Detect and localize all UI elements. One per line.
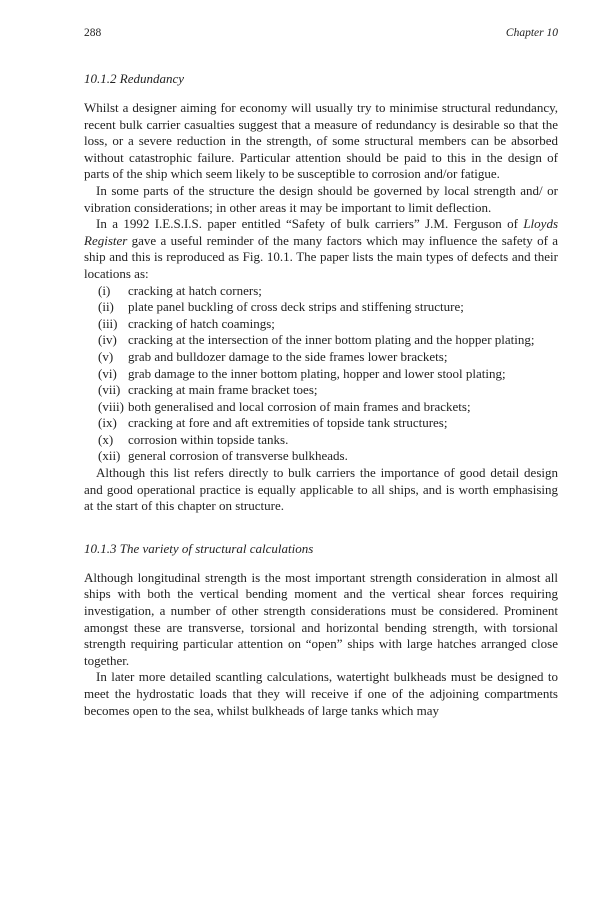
list-item	[84, 366, 558, 383]
list-text: cracking at fore and aft extremities of topside tank structures;	[128, 415, 448, 431]
list-item	[84, 432, 558, 449]
list-text: plate panel buckling of cross deck strips and stiffening structure;	[128, 299, 464, 315]
list-label: (v)	[98, 348, 114, 364]
paragraph-text: In a 1992 I.E.S.I.S. paper entitled “Safety of bulk carriers” J.M. Ferguson of	[96, 216, 524, 232]
paragraph: Whilst a designer aiming for economy will usually try to minimise structural redundancy, recent bulk carrier casualties suggest that a measure of redundancy is desirable so that the loss, or a severe reduction in the strength, of some structural members can be absorbed without catastrophic failure. Particular attention should be paid to this in the design of parts of the ship which seem likely to be susceptible to corrosion and/or fatigue.	[84, 100, 558, 182]
list-item	[84, 448, 558, 465]
list-item	[84, 316, 558, 333]
list-label: (ix)	[98, 415, 117, 431]
paragraph: Although longitudinal strength is the most important strength consideration in almost all ships with both the vertical bending moment and the vertical shear forces requiring investigation, a number of other strength considerations must be considered. Prominent amongst these are transverse, torsional and horizontal bending strength, with torsional strength requiring particular attention on “open” ships with large hatches arranged close together.	[84, 569, 558, 668]
list-text: cracking at the intersection of the inner bottom plating and the hopper plating;	[128, 332, 535, 348]
section-heading-structural-calculations: 10.1.3 The variety of structural calculations	[84, 540, 314, 556]
list-text: cracking of hatch coamings;	[128, 315, 275, 331]
list-label: (i)	[98, 282, 111, 298]
list-item	[84, 299, 558, 316]
list-item	[84, 382, 558, 399]
list-item	[84, 415, 558, 432]
list-label: (iv)	[98, 332, 117, 348]
list-text: cracking at main frame bracket toes;	[128, 382, 318, 398]
list-text: corrosion within topside tanks.	[128, 431, 289, 447]
list-label: (viii)	[98, 398, 124, 414]
list-label: (vii)	[98, 382, 121, 398]
paragraph: In some parts of the structure the design should be governed by local strength and/ or vibration considerations; in other areas it may be important to limit deflection.	[84, 182, 558, 215]
section-heading-redundancy: 10.1.2 Redundancy	[84, 71, 185, 86]
list-label: (iii)	[98, 315, 118, 331]
paragraph: In later more detailed scantling calculations, watertight bulkheads must be designed to meet the hydrostatic loads that they will receive if one of the adjoining compartments becomes open to the sea, whilst bulkheads of large tanks which may	[84, 669, 558, 718]
list-label: (xii)	[98, 448, 121, 464]
chapter-title: Chapter 10	[505, 27, 558, 39]
list-label: (x)	[98, 431, 114, 447]
list-item	[84, 332, 558, 349]
list-text: grab damage to the inner bottom plating, hopper and lower stool plating;	[128, 365, 506, 381]
list-item	[84, 399, 558, 416]
publication-name: Lloyds Register	[84, 216, 558, 248]
list-label: (vi)	[98, 365, 117, 381]
running-header	[84, 27, 558, 45]
list-text: cracking at hatch corners;	[128, 282, 262, 298]
paragraph: Although this list refers directly to bulk carriers the importance of good detail design and good operational practice is equally applicable to all ships, and is worth emphasising at the start of this chapter on structure.	[84, 465, 558, 514]
list-item	[84, 283, 558, 300]
list-text: grab and bulldozer damage to the side frames lower brackets;	[128, 348, 448, 364]
list-text: general corrosion of transverse bulkheads.	[128, 448, 348, 464]
list-item	[84, 349, 558, 366]
defect-list	[84, 283, 558, 466]
page-number: 288	[84, 27, 102, 39]
list-text: both generalised and local corrosion of main frames and brackets;	[128, 398, 471, 414]
list-label: (ii)	[98, 299, 114, 315]
paragraph	[84, 216, 558, 282]
paragraph-text: gave a useful reminder of the many factors which may influence the safety of a ship and this is reproduced as Fig. 10.1. The paper lists the main types of defects and their locations as:	[84, 232, 558, 281]
book-page	[84, 27, 558, 719]
